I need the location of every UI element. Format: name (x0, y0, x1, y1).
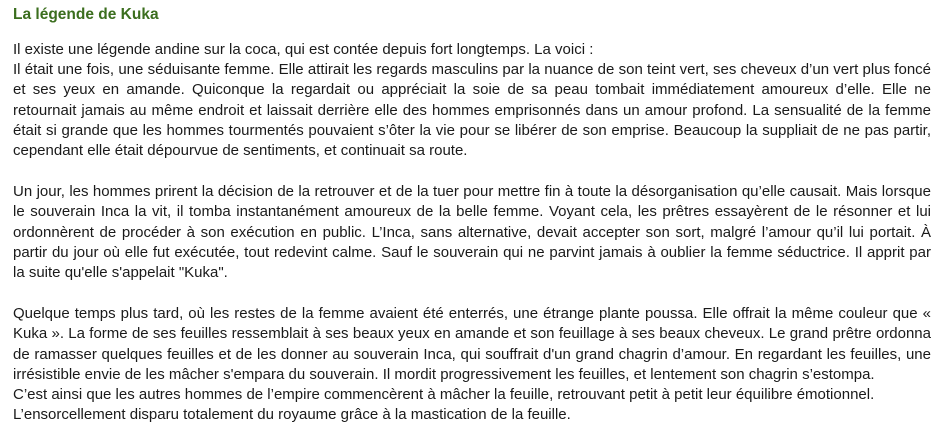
paragraph-line: Il était une fois, une séduisante femme. Elle attirait les regards masculins par la nuance de son teint vert, ses cheveux d’un vert plus foncé et ses yeux en amande. Quiconque la regardait ou appréciait la soie de sa peau tombait immédiatement amoureux d’elle. Elle ne retournait jamais au même endroit et laissait derrière elle des hommes emprisonnés dans un amour profond. La sensualité de la femme était si grande que les hommes tourmentés pouvaient s’ôter la vie pour se libérer de son emprise. Beaucoup la suppliait de ne pas partir, cependant elle était dépourvue de sentiments, et continuait sa route. (13, 61, 931, 160)
paragraph-line: Quelque temps plus tard, où les restes de la femme avaient été enterrés, une étrange plante poussa. Elle offrait la même couleur que « Kuka ». La forme de ses feuilles ressemblait à ses beaux yeux en amande et son feuillage à ses beaux cheveux. Le grand prêtre ordonna de ramasser quelques feuilles et de les donner au souverain Inca, qui souffrait d'un grand chagrin d’amour. En regardant les feuilles, une irrésistible envie de les mâcher s'empara du souverain. Il mordit progressivement les feuilles, et lentement son chagrin s’estompa. (13, 305, 931, 383)
paragraph-line: Un jour, les hommes prirent la décision de la retrouver et de la tuer pour mettre fin à toute la désorganisation qu’elle causait. Mais lorsque le souverain Inca la vit, il tomba instantanément amoureux de la belle femme. Voyant cela, les prêtres essayèrent de le résonner et lui ordonnèrent de procéder à son exécution en public. L’Inca, sans alternative, devait accepter son sort, malgré l’amour qu’il lui portait. À partir du jour où elle fut exécutée, tout redevint calme. Sauf le souverain qui ne parvint jamais à oublier la femme séductrice. Il apprit par la suite qu'elle s'appelait "Kuka". (13, 183, 931, 282)
paragraph-line: L’ensorcellement disparu totalement du royaume grâce à la mastication de la feuille. (13, 406, 571, 424)
paragraph-plant (13, 304, 931, 425)
paragraph-execution (13, 182, 931, 283)
paragraph-line: Il existe une légende andine sur la coca, qui est contée depuis fort longtemps. La voici : (13, 41, 594, 58)
article-title: La légende de Kuka (13, 6, 159, 23)
paragraph-intro (13, 40, 931, 161)
paragraph-line: C’est ainsi que les autres hommes de l’empire commencèrent à mâcher la feuille, retrouvant petit à petit leur équilibre émotionnel. (13, 386, 875, 404)
